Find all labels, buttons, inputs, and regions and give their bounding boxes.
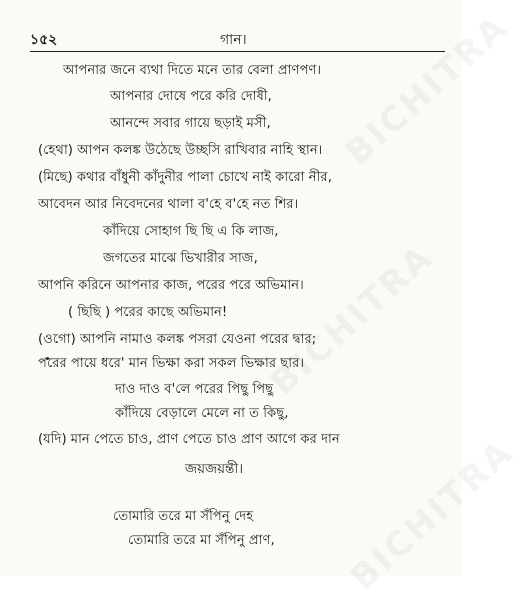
verse-line: আপনি করিনে আপনার কাজ, পরের পরে অভিমান। <box>38 278 304 293</box>
verse-line: দাও দাও ব'লে পরের পিছু পিছু <box>115 382 274 397</box>
verse-line: (হেথা) আপন কলঙ্ক উঠেছে উচ্ছসি রাখিবার নাহি স্থান। <box>38 143 323 158</box>
verse-line: ( ছিছি ) পরের কাছে অভিমান! <box>68 305 228 320</box>
verse-line: আবেদন আর নিবেদনের থালা ব'হে ব'হে নত শির। <box>38 197 299 212</box>
section-title: জয়জয়ন্তী। <box>185 461 244 477</box>
verse-line: আনন্দে সবার গায়ে ছড়াই মসী, <box>110 116 271 131</box>
verse-line: (যদি) মান পেতে চাও, প্রাণ পেতে চাও প্রাণ আগে কর দান <box>38 432 340 447</box>
header-rule <box>30 51 445 52</box>
running-title: গান। <box>220 32 247 48</box>
verse-line: কাঁদিয়ে বেড়ালে মেলে না ত কিছু, <box>115 406 289 421</box>
verse-line: (ওগো) আপনি নামাও কলঙ্ক পসরা যেওনা পরের দ্বার; <box>38 332 317 347</box>
page-number: ১৫২ <box>30 32 58 48</box>
verse-line: জগতের মাঝে ভিখারীর সাজ, <box>103 251 258 266</box>
page-header <box>30 28 445 50</box>
song-line: তোমারি তরে মা সঁপিনু প্রাণ, <box>128 533 275 548</box>
verse-line: কাঁদিয়ে সোহাগ ছি ছি এ কি লাজ, <box>103 224 279 239</box>
verse-line: আপনার দোষে পরে করি দোষী, <box>110 89 272 104</box>
verse-line: পরের পায়ে ধরে' মান ভিক্ষা করা সকল ভিক্ষার ছার। <box>38 356 305 371</box>
verse-line: আপনার জনে ব্যথা দিতে মনে তার বেলা প্রাণপণ। <box>63 63 322 78</box>
watermark-bottom: BICHITRA <box>342 431 521 598</box>
verse-line: (মিছে) কথার বাঁধুনী কাঁদুনীর পালা চোখে নাই কারো নীর, <box>38 170 332 185</box>
song-line: তোমারি তরে মা সঁপিনু দেহ <box>113 509 254 524</box>
watermark-top: BICHITRA <box>337 6 517 174</box>
watermark-middle: BICHITRA <box>262 236 442 404</box>
